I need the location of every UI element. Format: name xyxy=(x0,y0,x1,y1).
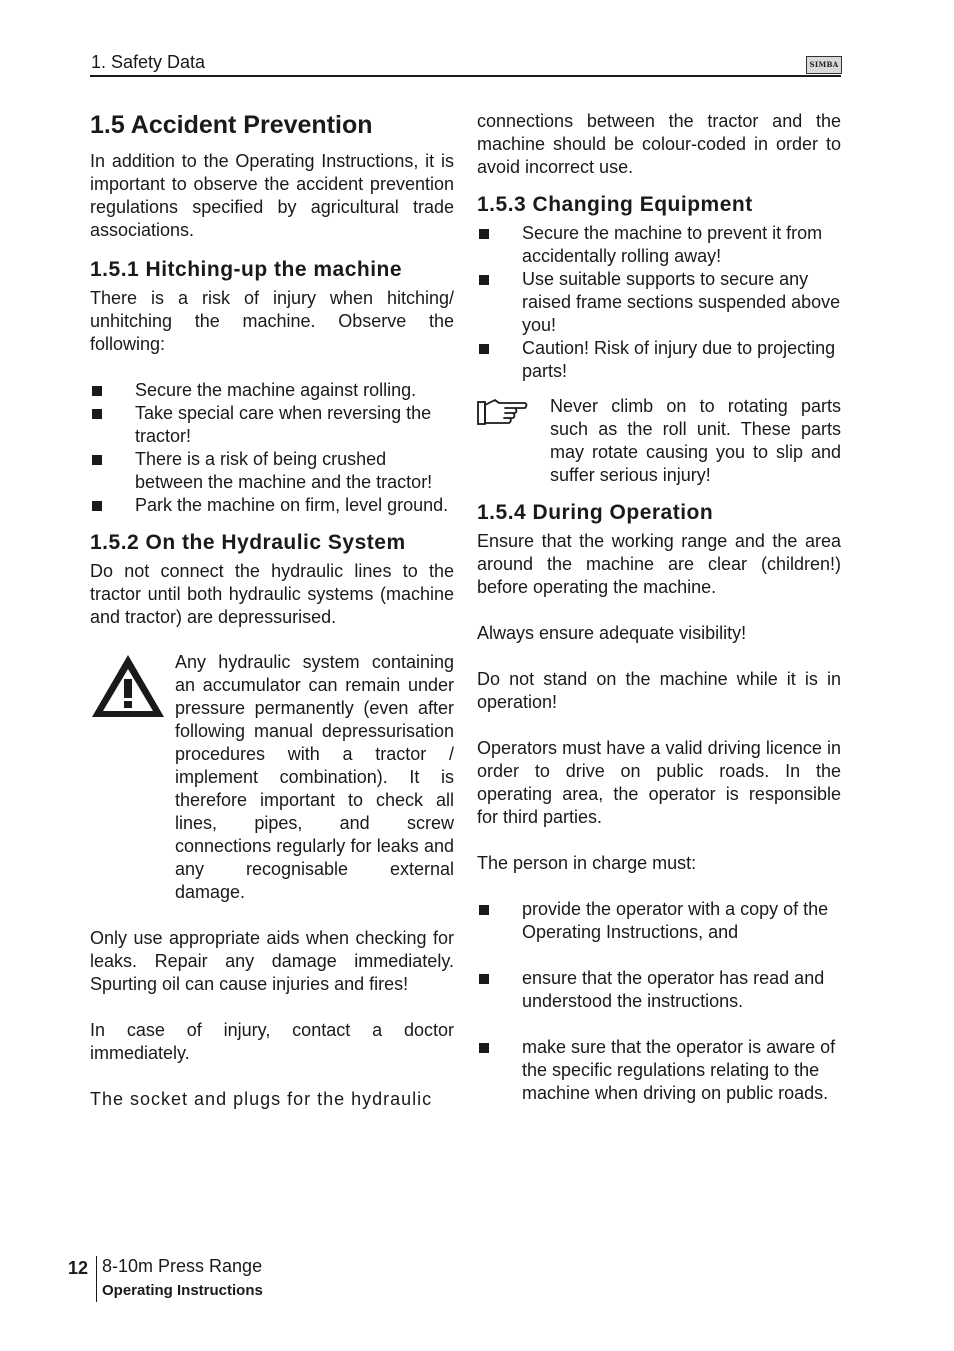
list-item: Secure the machine against rolling. xyxy=(90,379,454,402)
heading-hydraulic: 1.5.2 On the Hydraulic System xyxy=(90,531,406,554)
footer-divider xyxy=(96,1256,97,1302)
bullet-square-icon xyxy=(479,1043,489,1053)
heading-hitching: 1.5.1 Hitching-up the machine xyxy=(90,258,403,281)
bullet-square-icon xyxy=(479,275,489,285)
bullet-square-icon xyxy=(479,905,489,915)
list-item: provide the operator with a copy of the Operating Instructions, and xyxy=(477,898,841,944)
warning-text: Any hydraulic system containing an accumulator can remain under pressure permanently (even after following manual depressurisation procedures with a tractor / implement combination). It is therefore important to check all lines, pipes, and screw connections regularly for leaks and any recognisable external damage. xyxy=(175,652,454,902)
list-item: Use suitable supports to secure any raised frame sections suspended above you! xyxy=(477,268,841,337)
injury-paragraph: In case of injury, contact a doctor immediately. xyxy=(90,1020,454,1063)
list-item: make sure that the operator is aware of the specific regulations relating to the machine when driving on public roads. xyxy=(477,1036,841,1105)
footer-title: 8-10m Press Range xyxy=(102,1256,263,1276)
running-header: 1. Safety Data xyxy=(91,52,206,72)
list-item: Caution! Risk of injury due to projecting parts! xyxy=(477,337,841,383)
operation-paragraph-4: Operators must have a valid driving licence in order to drive on public roads. In the operating area, the operator is responsible for third parties. xyxy=(477,738,841,827)
list-item: Park the machine on firm, level ground. xyxy=(90,494,454,517)
list-item: Take special care when reversing the tractor! xyxy=(90,402,454,448)
bullet-square-icon xyxy=(479,229,489,239)
bullet-square-icon xyxy=(92,455,102,465)
changing-list xyxy=(477,222,841,383)
operation-paragraph-3: Do not stand on the machine while it is in operation! xyxy=(477,669,841,712)
operation-paragraph-5: The person in charge must: xyxy=(477,853,697,873)
bullet-square-icon xyxy=(479,974,489,984)
pointing-hand-icon xyxy=(477,397,529,427)
bullet-square-icon xyxy=(92,409,102,419)
bullet-square-icon xyxy=(92,501,102,511)
continued-paragraph: connections between the tractor and the machine should be colour-coded in order to avoid incorrect use. xyxy=(477,111,841,177)
warning-block xyxy=(90,651,454,904)
intro-paragraph: In addition to the Operating Instructions, it is important to observe the accident prevention regulations specified by agricultural trade associations. xyxy=(90,151,454,240)
bullet-square-icon xyxy=(92,386,102,396)
hitching-list xyxy=(90,379,454,517)
list-item: There is a risk of being crushed between the machine and the tractor! xyxy=(90,448,454,494)
bullet-square-icon xyxy=(479,344,489,354)
note-block xyxy=(477,395,841,487)
hitching-paragraph: There is a risk of injury when hitching/ unhitching the machine. Observe the following: xyxy=(90,288,454,354)
warning-triangle-icon xyxy=(90,653,166,719)
heading-during-operation: 1.5.4 During Operation xyxy=(477,501,714,524)
left-column xyxy=(90,110,454,1111)
page-title: 1.5 Accident Prevention xyxy=(90,111,373,139)
socket-paragraph: The socket and plugs for the hydraulic xyxy=(90,1089,433,1109)
list-item: ensure that the operator has read and understood the instructions. xyxy=(477,967,841,1013)
heading-changing-equipment: 1.5.3 Changing Equipment xyxy=(477,193,753,216)
hydraulic-paragraph: Do not connect the hydraulic lines to the tractor until both hydraulic systems (machine and tractor) are depressurised. xyxy=(90,561,454,627)
footer-subtitle: Operating Instructions xyxy=(102,1282,263,1299)
header-rule xyxy=(90,75,841,77)
note-text: Never climb on to rotating parts such as the roll unit. These parts may rotate causing you to slip and suffer serious injury! xyxy=(550,396,841,485)
right-column xyxy=(477,110,841,1105)
list-item: Secure the machine to prevent it from accidentally rolling away! xyxy=(477,222,841,268)
operation-paragraph-2: Always ensure adequate visibility! xyxy=(477,623,747,643)
page-number: 12 xyxy=(68,1258,89,1278)
simba-logo: SIMBA xyxy=(806,56,842,74)
operation-paragraph-1: Ensure that the working range and the area around the machine are clear (children!) before operating the machine. xyxy=(477,531,841,597)
aids-paragraph: Only use appropriate aids when checking for leaks. Repair any damage immediately. Spurting oil can cause injuries and fires! xyxy=(90,928,454,994)
person-in-charge-list xyxy=(477,898,841,1105)
